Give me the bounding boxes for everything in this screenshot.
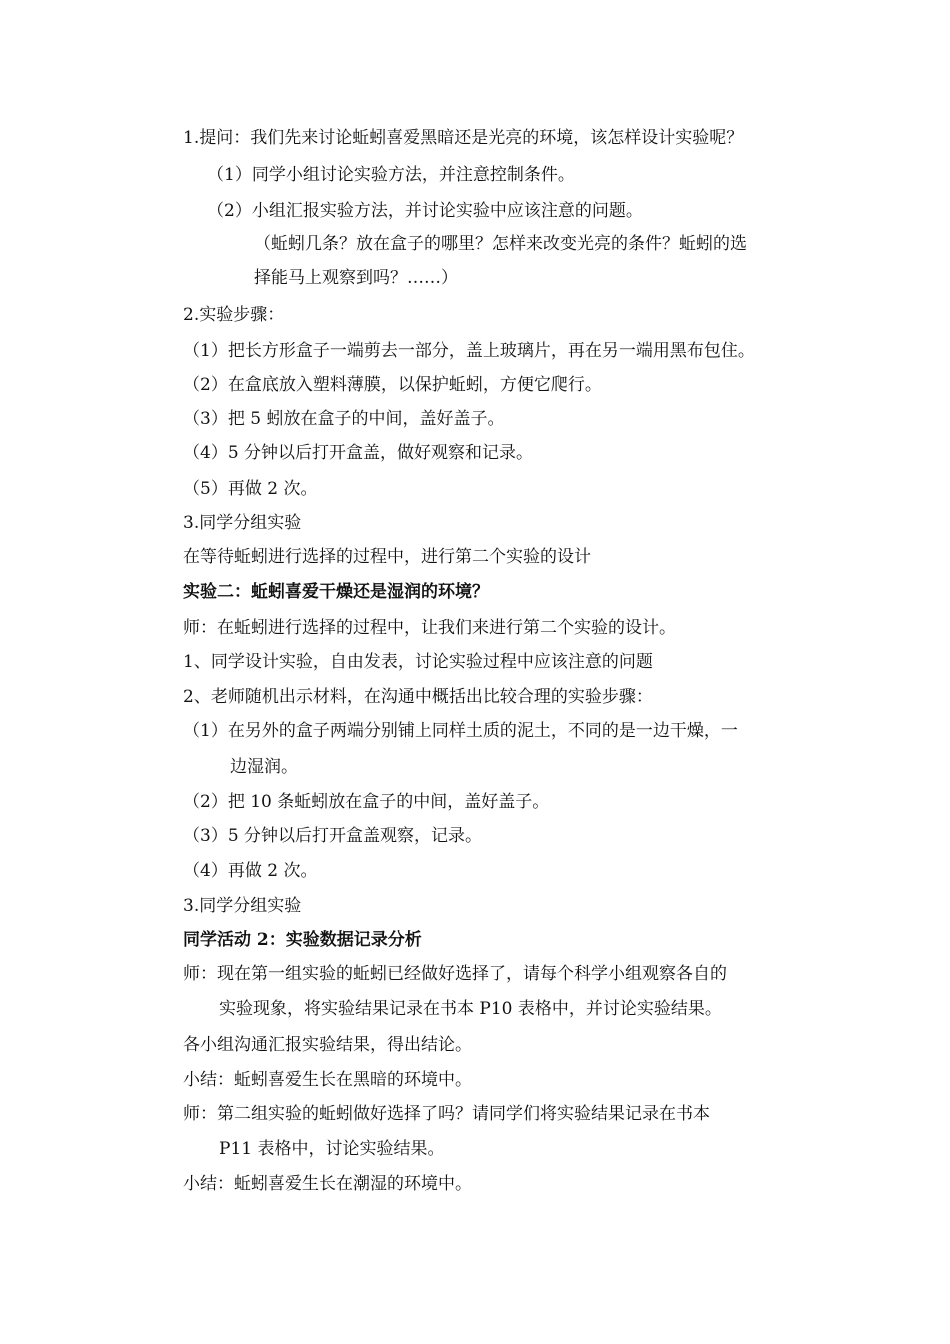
experiment-2-step-3: （3）5 分钟以后打开盒盖观察，记录。 xyxy=(183,826,483,846)
summary-1: 小结：蚯蚓喜爱生长在黑暗的环境中。 xyxy=(183,1070,472,1090)
step-2: （2）在盒底放入塑料薄膜，以保护蚯蚓，方便它爬行。 xyxy=(183,375,602,395)
design-item-2: 2、老师随机出示材料，在沟通中概括出比较合理的实验步骤： xyxy=(183,687,653,707)
group-experiment-2: 3.同学分组实验 xyxy=(183,896,302,916)
teacher-line-3b: P11 表格中，讨论实验结果。 xyxy=(219,1139,445,1159)
experiment-2-step-1-line-1: （1）在另外的盒子两端分别铺上同样土质的泥土，不同的是一边干燥，一 xyxy=(183,721,738,741)
question-1: 1.提问：我们先来讨论蚯蚓喜爱黑暗还是光亮的环境，该怎样设计实验呢？ xyxy=(183,128,744,148)
teacher-line-2a: 师：现在第一组实验的蚯蚓已经做好选择了，请每个科学小组观察各自的 xyxy=(183,964,727,984)
activity-2-heading: 同学活动 2：实验数据记录分析 xyxy=(183,930,422,950)
experiment-2-step-2: （2）把 10 条蚯蚓放在盒子的中间，盖好盖子。 xyxy=(183,792,550,812)
step-1: （1）把长方形盒子一端剪去一部分，盖上玻璃片，再在另一端用黑布包住。 xyxy=(183,341,755,361)
group-experiment-1: 3.同学分组实验 xyxy=(183,513,302,533)
question-1-item-2: （2）小组汇报实验方法，并讨论实验中应该注意的问题。 xyxy=(207,201,643,221)
teacher-line-1: 师：在蚯蚓进行选择的过程中，让我们来进行第二个实验的设计。 xyxy=(183,618,676,638)
teacher-line-2b: 实验现象，将实验结果记录在书本 P10 表格中，并讨论实验结果。 xyxy=(219,999,722,1019)
step-5: （5）再做 2 次。 xyxy=(183,479,318,499)
experiment-2-heading: 实验二：蚯蚓喜爱干燥还是湿润的环境？ xyxy=(183,582,489,602)
teacher-line-3a: 师：第二组实验的蚯蚓做好选择了吗？请同学们将实验结果记录在书本 xyxy=(183,1104,710,1124)
steps-title: 2.实验步骤： xyxy=(183,305,285,325)
experiment-2-step-1-line-2: 边湿润。 xyxy=(230,757,298,777)
waiting-note: 在等待蚯蚓进行选择的过程中，进行第二个实验的设计 xyxy=(183,547,591,567)
step-4: （4）5 分钟以后打开盒盖，做好观察和记录。 xyxy=(183,443,534,463)
design-item-1: 1、同学设计实验，自由发表，讨论实验过程中应该注意的问题 xyxy=(183,652,653,672)
report-line: 各小组沟通汇报实验结果，得出结论。 xyxy=(183,1035,472,1055)
question-1-note-line-2: 择能马上观察到吗？……） xyxy=(254,268,458,288)
step-3: （3）把 5 蚓放在盒子的中间，盖好盖子。 xyxy=(183,409,505,429)
summary-2: 小结：蚯蚓喜爱生长在潮湿的环境中。 xyxy=(183,1174,472,1194)
question-1-note-line-1: （蚯蚓几条？放在盒子的哪里？怎样来改变光亮的条件？蚯蚓的选 xyxy=(254,234,747,254)
experiment-2-step-4: （4）再做 2 次。 xyxy=(183,861,318,881)
question-1-item-1: （1）同学小组讨论实验方法，并注意控制条件。 xyxy=(207,165,575,185)
